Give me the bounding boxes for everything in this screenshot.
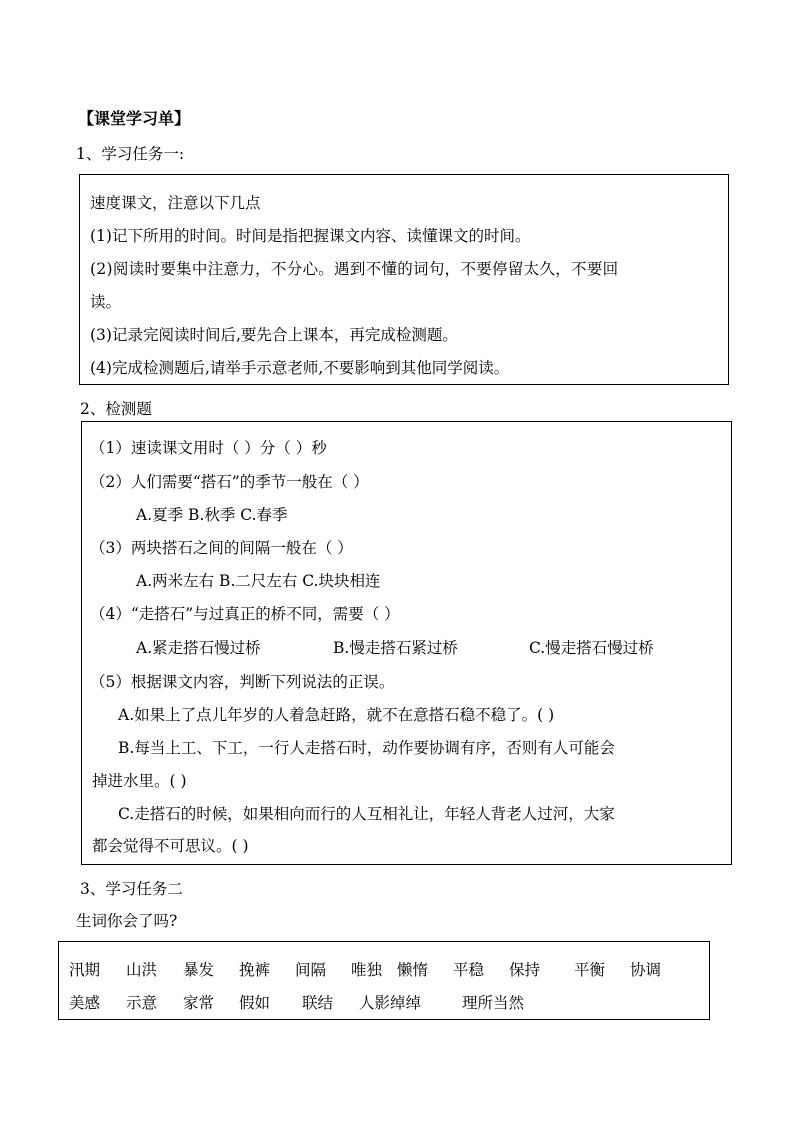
vocab-word: 暴发 (183, 961, 215, 979)
task3-subheading: 生词你会了吗? (76, 912, 178, 930)
task3-heading: 3、学习任务二 (80, 880, 183, 898)
question-2-options: A.夏季 B.秋季 C.春季 (136, 506, 288, 524)
task1-line: (4)完成检测题后,请举手示意老师,不要影响到其他同学阅读。 (90, 359, 510, 377)
vocab-word: 山洪 (126, 961, 158, 979)
task2-heading: 2、检测题 (80, 400, 152, 418)
question-5-a: A.如果上了点儿年岁的人着急赶路，就不在意搭石稳不稳了。( ) (118, 706, 555, 724)
question-5: （5）根据课文内容，判断下列说法的正误。 (90, 673, 395, 691)
vocab-word: 汛期 (69, 961, 101, 979)
vocab-word: 唯独 (351, 961, 383, 979)
task1-line: (2)阅读时要集中注意力，不分心。遇到不懂的词句，不要停留太久，不要回 (90, 260, 619, 278)
vocab-word: 懒惰 (397, 961, 429, 979)
question-4-option-c: C.慢走搭石慢过桥 (529, 639, 654, 657)
task1-line: 速度课文，注意以下几点 (90, 194, 261, 212)
page-title: 【课堂学习单】 (78, 109, 191, 128)
question-1: （1）速读课文用时（ ）分（ ）秒 (90, 439, 327, 457)
vocab-word: 协调 (630, 961, 662, 979)
vocab-word: 人影绰绰 (359, 994, 422, 1012)
question-4-option-a: A.紧走搭石慢过桥 (136, 639, 261, 657)
question-4: （4）“走搭石”与过真正的桥不同，需要（ ） (90, 605, 400, 623)
question-5-b-cont: 掉进水里。( ) (92, 772, 187, 790)
vocab-word: 美感 (69, 994, 101, 1012)
vocab-word: 挽裤 (239, 961, 271, 979)
vocab-box (58, 941, 710, 1020)
question-2: （2）人们需要“搭石”的季节一般在（ ） (90, 473, 369, 491)
vocab-word: 间隔 (295, 961, 327, 979)
question-3-options: A.两米左右 B.二尺左右 C.块块相连 (136, 572, 381, 590)
task1-box (79, 174, 729, 385)
question-3: （3）两块搭石之间的间隔一般在（ ） (90, 539, 353, 557)
task1-line: (3)记录完阅读时间后,要先合上课本，再完成检测题。 (90, 326, 458, 344)
vocab-word: 理所当然 (462, 994, 525, 1012)
task1-heading: 1、学习任务一: (76, 145, 185, 163)
question-5-c: C.走搭石的时候，如果相向而行的人互相礼让，年轻人背老人过河，大家 (118, 805, 615, 823)
task1-line: (1)记下所用的时间。时间是指把握课文内容、读懂课文的时间。 (90, 227, 531, 245)
question-5-b: B.每当上工、下工，一行人走搭石时，动作要协调有序，否则有人可能会 (118, 739, 615, 757)
task2-box (81, 421, 732, 865)
vocab-word: 保持 (509, 961, 541, 979)
vocab-word: 平稳 (453, 961, 485, 979)
vocab-word: 联结 (302, 994, 334, 1012)
vocab-word: 示意 (126, 994, 158, 1012)
question-4-option-b: B.慢走搭石紧过桥 (333, 639, 458, 657)
question-5-c-cont: 都会觉得不可思议。( ) (92, 837, 249, 855)
task1-line: 读。 (90, 293, 122, 311)
vocab-word: 家常 (183, 994, 215, 1012)
vocab-word: 平衡 (574, 961, 606, 979)
vocab-word: 假如 (239, 994, 271, 1012)
